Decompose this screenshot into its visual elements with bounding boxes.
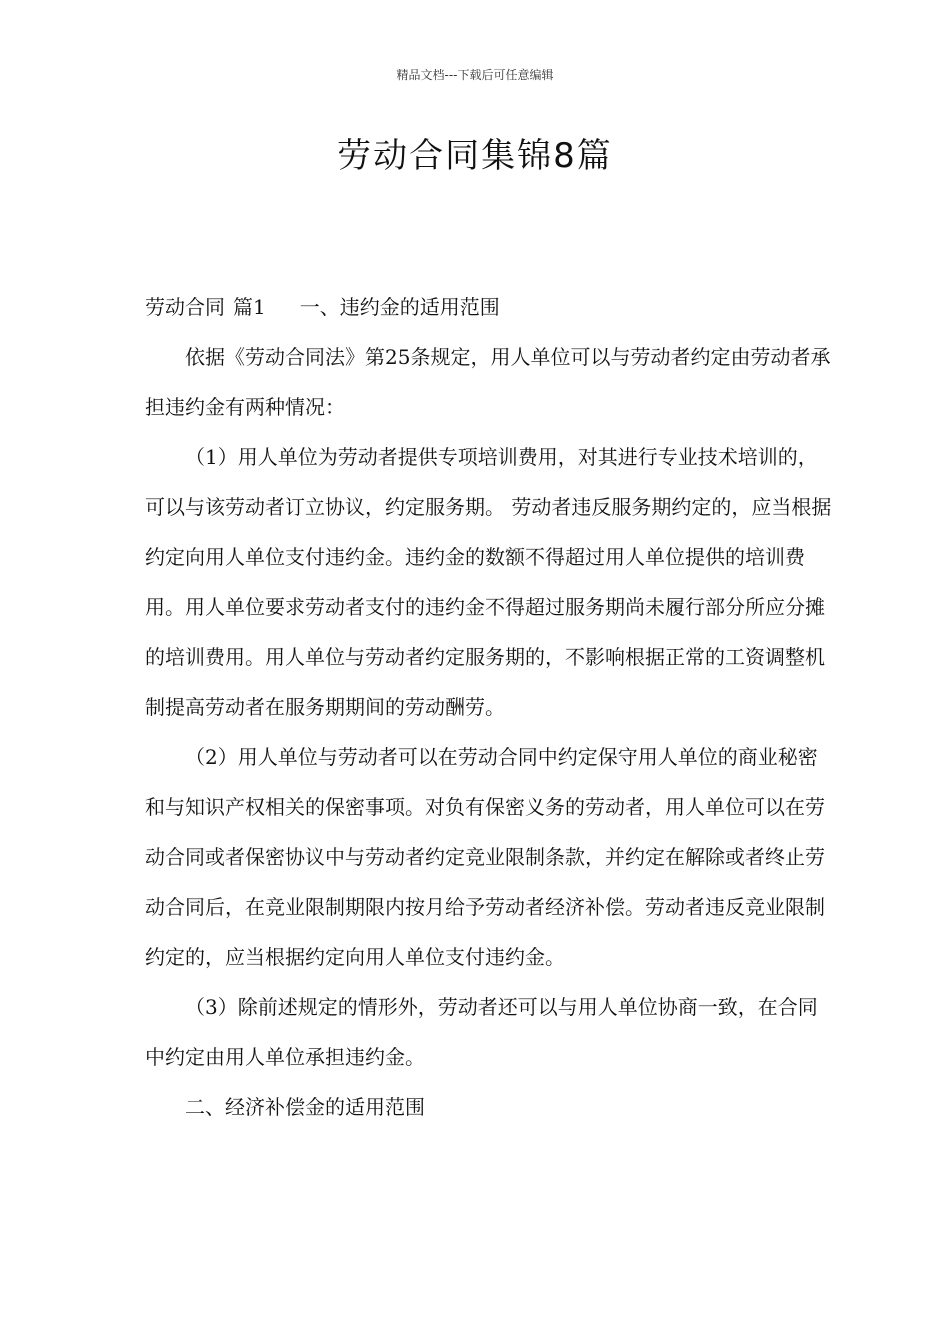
header-note: 精品文档---下载后可任意编辑 — [396, 68, 554, 82]
paragraph-intro: 依据《劳动合同法》第25条规定，用人单位可以与劳动者约定由劳动者承担违约金有两种情况： — [145, 345, 831, 419]
paragraph-item-1: （1）用人单位为劳动者提供专项培训费用，对其进行专业技术培训的，可以与该劳动者订立协议，约定服务期。 劳动者违反服务期约定的，应当根据约定向用人单位支付违约金。违约金的数额不得超过用人单位提供的培训费用。用人单位要求劳动者支付的违约金不得超过服务期尚未履行部分所应分摊的培训费用。用人单位与劳动者约定服务期的，不影响根据正常的工资调整机制提高劳动者在服务期期间的劳动酬劳。 — [145, 445, 832, 719]
heading-violation-penalty: 一、违约金的适用范围 — [299, 295, 500, 319]
section-number: 篇1 — [233, 295, 266, 319]
paragraph-item-3: （3）除前述规定的情形外，劳动者还可以与用人单位协商一致，在合同中约定由用人单位承担违约金。 — [145, 995, 818, 1069]
heading-economic-compensation: 二、经济补偿金的适用范围 — [185, 1095, 425, 1119]
section-heading-line — [145, 282, 835, 332]
document-body — [145, 282, 835, 1132]
document-title: 劳动合同集锦8篇 — [337, 136, 613, 176]
paragraph-item-2: （2）用人单位与劳动者可以在劳动合同中约定保守用人单位的商业秘密和与知识产权相关的保密事项。对负有保密义务的劳动者，用人单位可以在劳动合同或者保密协议中与劳动者约定竞业限制条款，并约定在解除或者终止劳动合同后，在竞业限制期限内按月给予劳动者经济补偿。劳动者违反竞业限制约定的，应当根据约定向用人单位支付违约金。 — [145, 745, 825, 969]
section-label: 劳动合同 — [145, 295, 225, 319]
